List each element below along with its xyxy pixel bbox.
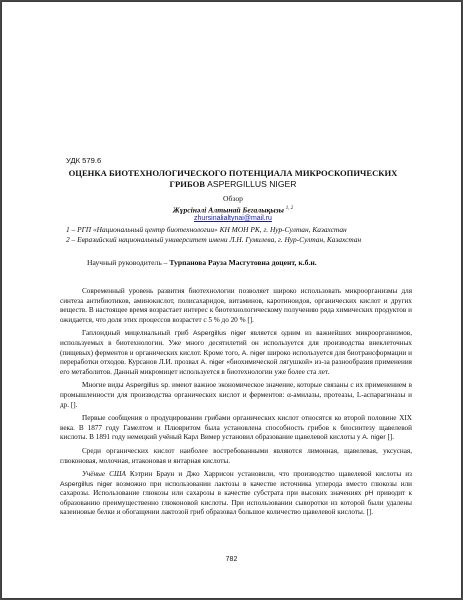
p6-text-a: Кэтрин Браун и Джо Харрисон установили, что производство щавелевой кислоты из [125,470,412,479]
paragraph-5: Среди органических кислот наиболее востребованными являются лимонная, щавелевая, уксусная, глюконовая, молочная, итаконовая и янтарная кислоты. [60,446,412,465]
p4-text-a: Первые сообщения о продуцировании грибами органических кислот относятся ко второй половине XIX века. В 1877 году Гамелтом и Плювритом была установлена способность грибов к биосинтезу щавелевой кислоты. В 1891 году немецкий учёный Карл Вимер установил образование щавелевой кислоты у [60,414,412,442]
affiliation-1-text: 1 – РГП «Национальный центр биотехнологии» КН МОН РК, г. Нур-Султан, Казахстан [66,225,347,234]
p2-text-d: «биохимической лягушкой» из-за разнообразия применения его метаболитов. Данный микромицет используется в биотехнологии уже более ста лет. [60,358,412,376]
page-number: 782 [225,556,238,563]
paragraph-2 [60,329,412,377]
supervisor-name: Турпанова Рауза Масгутовна доцент, к.б.н. [169,258,317,267]
p2-text-b: является одним из важнейших микроорганизмов, используемых в биотехнологии. Уже много десятилетий он используется для производства внеклеточных (пищевых) ферментов и органических кислот. Кроме того, [60,329,413,357]
affiliation-1 [66,225,411,235]
paragraph-6 [60,470,412,518]
paragraph-3 [60,381,412,410]
p3-text-a: Многие виды [82,381,126,390]
p2-species-3: A. niger [200,359,225,367]
review-label: Обзор [223,194,243,203]
author-email-link[interactable]: zhursinalialtynai@mail.ru [194,215,272,222]
document-page [2,2,461,598]
p6-italic-lead: Учёные США [82,470,126,479]
p6-species: Aspergillus niger [60,480,113,488]
supervisor-line [87,258,317,267]
p4-species: A. niger [362,434,386,442]
p2-species-1: Aspergillus niger [193,330,246,338]
title-line-2-prefix: ГРИБОВ [169,179,208,189]
title-species: ASPERGILLUS NIGER [207,179,297,189]
paragraph-4 [60,414,412,443]
p6-ph: pH [364,490,374,498]
title-line-1: ОЦЕНКА БИОТЕХНОЛОГИЧЕСКОГО ПОТЕНЦИАЛА МИКРОСКОПИЧЕСКИХ [68,168,398,178]
article-title [42,168,424,190]
p3-species: Aspergillus sp. [125,382,170,390]
p6-text-c: приводит к образованию преимущественно глюконовой кислоты. При использовании сыворотки из которой были удалены казеиновые белки и обогащении лактозой гриб образовал большое количество щавелевой кислоты. []. [60,489,412,517]
p2-text-c: широко используется для биотрансформации и переработки отходов. Курсанов Л.И. прозвал [60,348,412,367]
p3-text-b: имеют важное экономическое значение, которые связаны с их применением в промышленности для производства органических кислот и ферментов: α-амилазы, протеазы, L-аспарагиназы и др. []. [60,381,412,409]
article-body [60,287,412,522]
p6-text-b: возможно при использовании лактозы в качестве источника углерода вместо глюкозы или сахарозы. Использование глюкозы или сахарозы в качестве субстрата при высоких значениях [60,479,412,498]
author-name: Жүрсінәлі Алтынай Бегалықызы [172,205,284,215]
affiliation-2-text: 2 – Евразийский национальный университет имени Л.Н. Гумилева, г. Нур-Султан, Казахстан [66,235,362,244]
udc-code: УДК 579.6 [66,156,102,165]
p2-text-a: Гаплоидный мицелиальный гриб [82,329,194,338]
paragraph-1: Современный уровень развития биотехнологии позволяет широко использовать микроорганизмы для синтеза антибиотиков, аминокислот, полисахаридов, витаминов, каротиноидов, органических кислот и других веществ. В настоящее время возрастает интерес к биотехнологическому получению ряда химических продуктов и ожидается, что доля этих процессов возрастет с 5 % до 20 % []. [60,287,412,324]
author-affiliation-marks: 1, 2 [285,206,294,211]
supervisor-label: Научный руководитель – [87,258,170,267]
p4-text-b: []. [385,433,395,442]
p2-species-2: A. niger [241,349,266,357]
affiliation-2 [66,235,461,245]
